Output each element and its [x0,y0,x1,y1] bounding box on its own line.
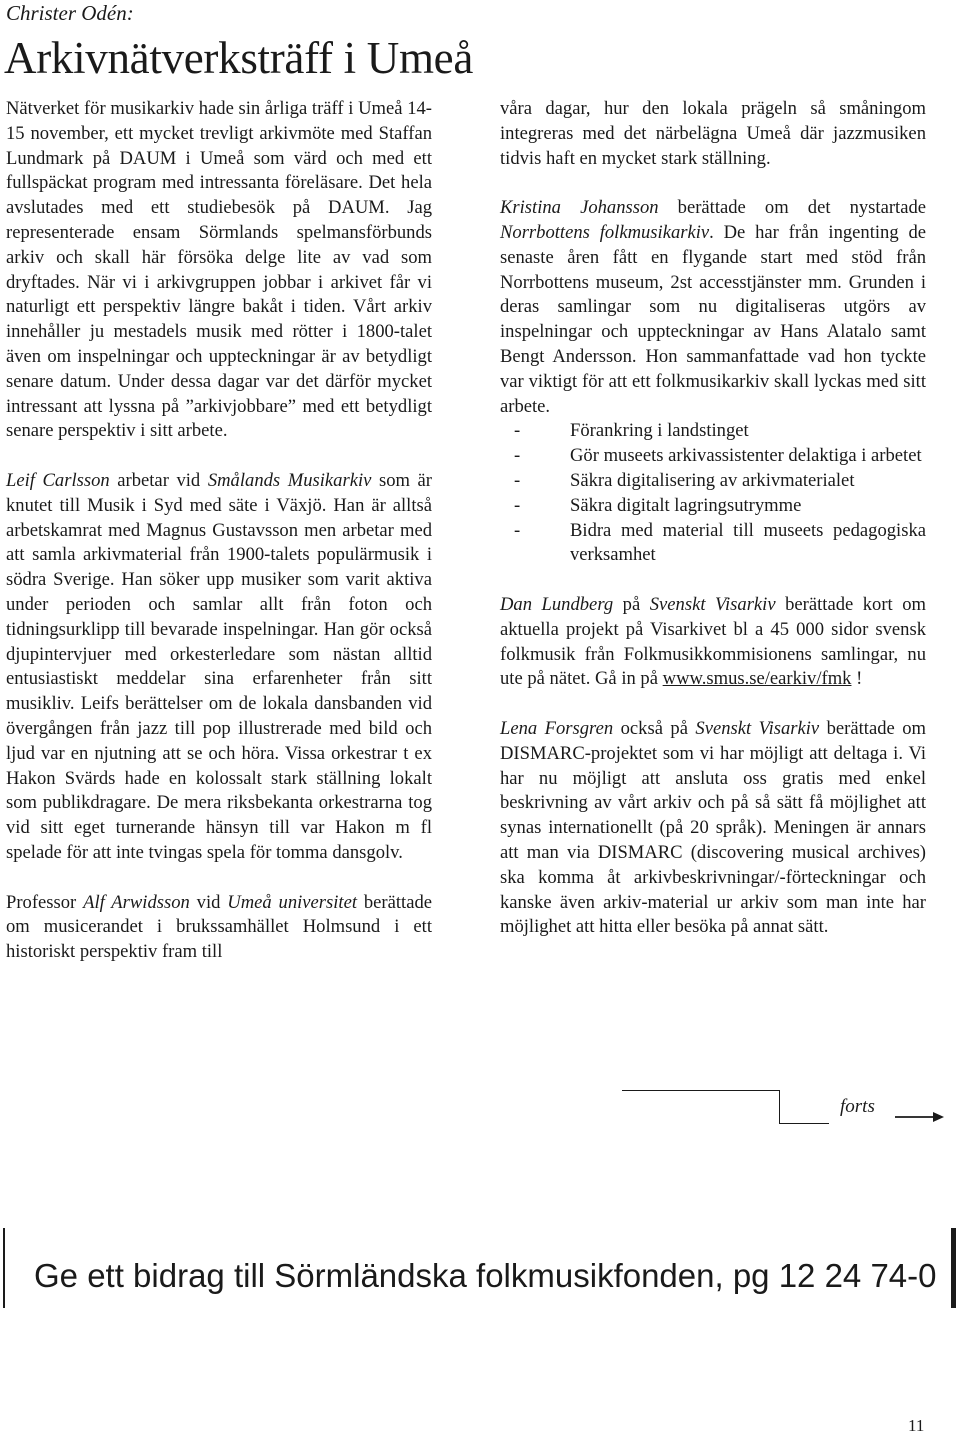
person-name: Dan Lundberg [500,593,614,615]
list-item-text: Förankring i landstinget [570,420,749,442]
text-fragment: berättade om DISMARC-projektet som vi har möjligt att deltaga i. Vi har nu möjligt att ansluta oss gratis med enkel beskrivning av vårt arkiv och på så sätt få möjlighet att synas internationellt (på 20 språk). Meningen är annars att man via DISMARC (discovering musical archives) ska komma åt arkivbeskrivningar/-förteckningar och kanske även arkiv-material ur arkiv som man inte har möjlighet att hitta eller besöka på annat sätt. [500,717,926,938]
continued-marker [622,1090,942,1140]
person-name: Leif Carlsson [6,469,110,491]
person-name: Alf Arwidsson [83,891,190,913]
paragraph-kristina-text [500,197,926,416]
author-byline: Christer Odén: [6,1,134,25]
text-fragment: Professor [6,891,84,913]
paragraph-dan-lundberg [500,593,926,692]
text-fragment: berättade om musicerandet i brukssamhället Holmsund i ett historiskt perspektiv fram till [6,891,433,963]
paragraph-kristina-johansson [500,196,926,568]
list-dash: - [514,445,521,467]
organization-name: Norrbottens folkmusikarkiv [500,221,710,243]
page-number: 11 [908,1416,925,1435]
divider [779,1123,829,1124]
list-item [500,519,926,569]
text-fragment: vid [189,891,228,913]
text-fragment: också på [613,717,696,739]
text-fragment: berättade kort om aktuella projekt på Visarkivet bl a 45 000 sidor svensk folkmusik från Folkmusikkommisionens samlingar, nu ute på nätet. Gå in på [500,593,926,690]
donation-banner: Ge ett bidrag till Sörmländska folkmusikfonden, pg 12 24 74-0 [34,1257,937,1294]
text-fragment: ! [851,668,863,690]
list-dash: - [514,420,521,442]
list-item-text: Säkra digitalisering av arkivmaterialet [570,469,855,491]
list-item [500,469,926,494]
article-title: Arkivnätverksträff i Umeå [4,33,473,83]
list-dash: - [514,494,521,516]
list-item-text: Säkra digitalt lagringsutrymme [570,494,802,516]
organization-name: Svenskt Visarkiv [695,717,820,739]
list-item-text: Gör museets arkivassistenter delaktiga i arbetet [570,445,922,467]
list-dash: - [514,469,521,491]
divider [951,1228,956,1308]
list-item [500,419,926,444]
text-fragment: arbetar vid [109,469,208,491]
person-name: Lena Forsgren [500,717,614,739]
text-fragment: som är knutet till Musik i Syd med säte i Växjö. Han är alltså arbetskamrat med Magnus Gustavsson men arbetar med att samla arkivmaterial från 1900-talets populärmusik i södra Sverige. Han söker upp musiker som varit aktiva under perioden och samlar allt från foton och tidningsurklipp till bevarade inspelningar. Han gör också djupintervjuer med orkesterledare som nästan alltid entusiastiskt meddelar sina erfarenheter från sitt musikliv. Leifs berättelser om de lokala dansbanden vid övergången från jazz till pop illustrerade med bild och ljud var en njutning att se och höra. Vissa orkestrar t ex Hakon Svärds hade en kolossalt stark ställning lokalt som publikdragare. De mera riksbekanta orkestrarna tog vid sitt eget turnerande hänsyn till var Hakon m fl spelade för att inte tvingas spela för tomma dansgolv. [6,469,432,863]
list-item-text: Bidra med material till museets pedagogiska verksamhet [570,519,926,566]
person-name: Kristina Johansson [500,197,659,219]
paragraph-intro: Nätverket för musikarkiv hade sin årliga träff i Umeå 14-15 november, ett mycket trevligt arkivmöte med Staffan Lundmark på DAUM i Umeå som värd och med ett fullspäckat program med intressanta föreläsare. Det hela avslutades med ett studiebesök på DAUM. Jag representerade ensam Sörmlands spelmansförbunds arkiv och skall här försöka delge lite av vad som dryftades. När vi i arkivgruppen jobbar i arkivet får vi naturligt ett perspektiv längre bakåt i tiden. Vårt arkiv innehåller ju mestadels musik med rötter i 1800-talet även om inspelningar och uppteckningar är av betydligt senare datum. Under dessa dagar var det därför mycket intressant att lyssna på ”arkivjobbare” med ett betydligt senare perspektiv i sitt arbete. [6,98,432,442]
text-fragment: . De har från ingenting de senaste åren fått en flygande start med stöd från Norrbottens museum, 2st accesstjänster mm. Grunden i deras samlingar som nu digitaliseras utgörs av inspelningar och uppteckningar av Hans Alatalo samt Bengt Andersson. Hon sammanfattade vad hon tyckte var viktigt för att ett folkmusikarkiv skall lyckas med sitt arbete. [500,221,927,417]
continued-label: forts [840,1096,875,1117]
organization-name: Umeå universitet [227,891,358,913]
right-column [500,97,926,940]
text-fragment: berättade om det nystartade [658,197,926,219]
organization-name: Svenskt Visarkiv [649,593,776,615]
paragraph-leif-carlsson [6,469,432,866]
list-item [500,494,926,519]
divider [779,1090,780,1123]
paragraph-alf-arwidsson [6,891,432,965]
text-fragment: på [613,593,650,615]
paragraph-lena-forsgren [500,717,926,940]
archive-link[interactable]: www.smus.se/earkiv/fmk [662,668,852,690]
paragraph-continuation: våra dagar, hur den lokala prägeln så småningom integreras med det närbelägna Umeå där jazzmusiken tidvis haft en mycket stark ställning. [500,98,926,169]
list-item [500,444,926,469]
organization-name: Smålands Musikarkiv [207,469,372,491]
divider [622,1090,779,1091]
divider [3,1228,5,1308]
left-column [6,97,432,965]
list-dash: - [514,519,521,541]
success-factors-list [500,419,926,568]
arrow-right-icon [895,1110,945,1124]
